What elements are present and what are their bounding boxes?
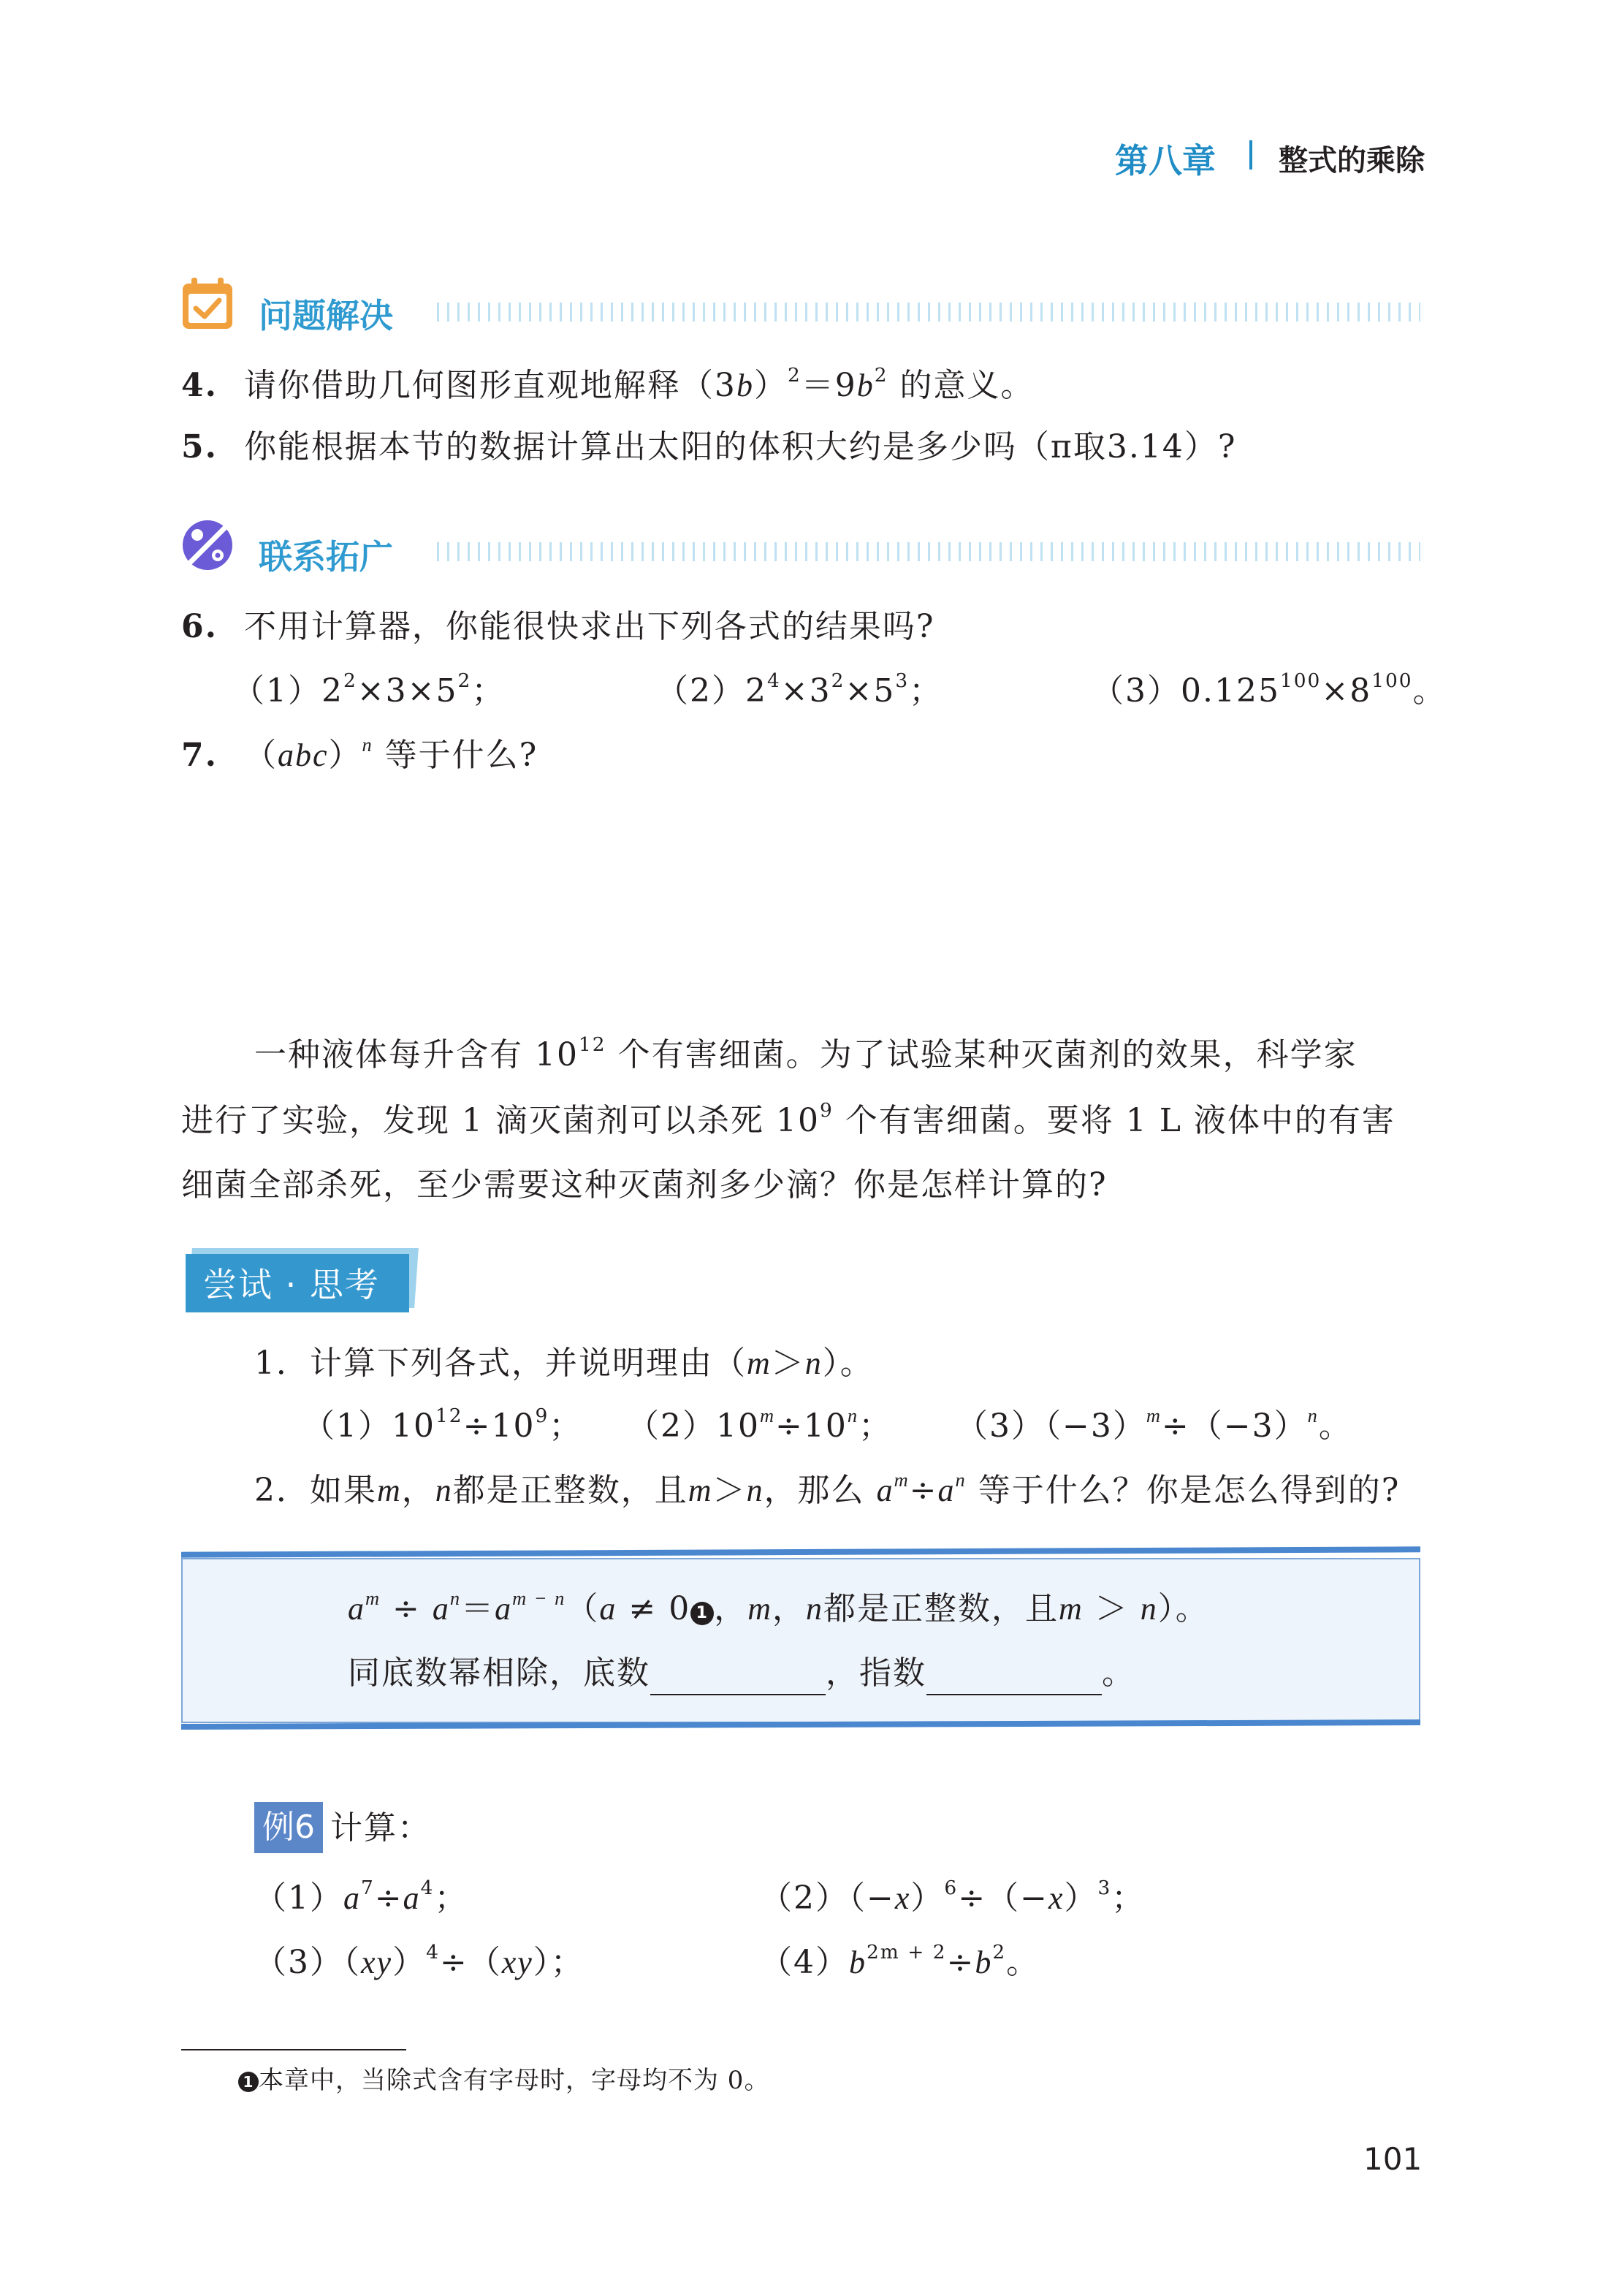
intro-line-3: 细菌全部杀死，至少需要这种灭菌剂多少滴？你是怎样计算的? [181,1166,1108,1204]
header-separator [1249,140,1252,170]
answer-blank-base[interactable] [650,1662,826,1695]
question-6-part-2: $(2)2^4\times 3^2\times 5^3$； [656,669,943,710]
try-item-1-part-3: $(3)(-3)^m\div(-3)^n$。 [956,1404,1352,1445]
intro-line-2: 进行了实验，发现 1 滴灭菌剂可以杀死 $10^9$ 个有害细菌。要将 1 L 液体中的有害 [181,1099,1396,1139]
question-4: 4. 请你借助几何图形直观地解释$(3b)^2=9b^2$ 的意义。 [181,364,1035,404]
footnote: 1 本章中，当除式含有字母时，字母均不为 0。 [238,2062,769,2099]
example-part-2: $(2)(-x)^6\div(-x)^3$； [760,1877,1146,1917]
try-item-1-part-2: $(2)10^m\div 10^n$； [627,1404,893,1445]
quotient-rule-box [181,1558,1420,1723]
quotient-rule-statement: 同底数幂相除，底数 ，指数 。 [348,1651,1135,1695]
example-part-4: $(4)b^{2m + 2}\div b^2$。 [760,1941,1040,1981]
try-item-1: 1．计算下列各式，并说明理由（m＞n）。 [254,1345,874,1382]
page-number: 101 [1363,2141,1423,2177]
example-tag: 例6 [254,1802,323,1853]
example-title: 计算： [330,1809,431,1847]
quotient-rule-formula: $a^m \div a^n=a^{m - n}(a \ne 0$ 1 ，m，n都是正整数，且m ＞ n）。 [348,1587,1209,1627]
extension-heading: 联系拓广 [259,537,393,577]
try-item-2: 2．如果m，n都是正整数，且m＞n，那么 $a^m\div a^n$ 等于什么？你是怎么得到的? [254,1469,1401,1509]
try-think-tag: 尝试 · 思考 [186,1248,416,1312]
question-5: 5. 你能根据本节的数据计算出太阳的体积大约是多少吗（π取3.14）? [181,428,1237,465]
footnote-marker[interactable]: 1 [690,1602,714,1625]
question-6: 6. 不用计算器，你能很快求出下列各式的结果吗? [181,608,935,645]
heading-dotted-rule [437,303,1420,322]
answer-blank-exponent[interactable] [926,1662,1102,1695]
compass-icon [180,517,235,573]
problem-solving-heading: 问题解决 [259,296,393,335]
example-part-3: （3）（xy）$^4$÷（xy）； [254,1941,585,1981]
heading-dotted-rule [437,542,1420,561]
question-6-part-1: $(1)2^2\times 3\times 5^2$； [232,669,506,710]
calendar-check-icon [180,276,235,332]
question-6-part-3: $(3)0.125^{100}\times 8^{100}$。 [1092,669,1447,710]
question-7: 7. （abc）$^n$ 等于什么? [181,734,538,774]
chapter-label: 第八章 [1115,141,1216,180]
try-item-1-part-1: $(1)10^{12}\div 10^9$； [302,1404,583,1445]
intro-line-1: 一种液体每升含有 $10^{12}$ 个有害细菌。为了试验某种灭菌剂的效果，科学家 [254,1033,1358,1073]
box-top-border [181,1546,1420,1557]
example-part-1: $(1)a^7\div a^4$； [254,1877,468,1917]
section-title: 整式的乘除 [1279,144,1425,178]
footnote-rule [181,2049,406,2050]
